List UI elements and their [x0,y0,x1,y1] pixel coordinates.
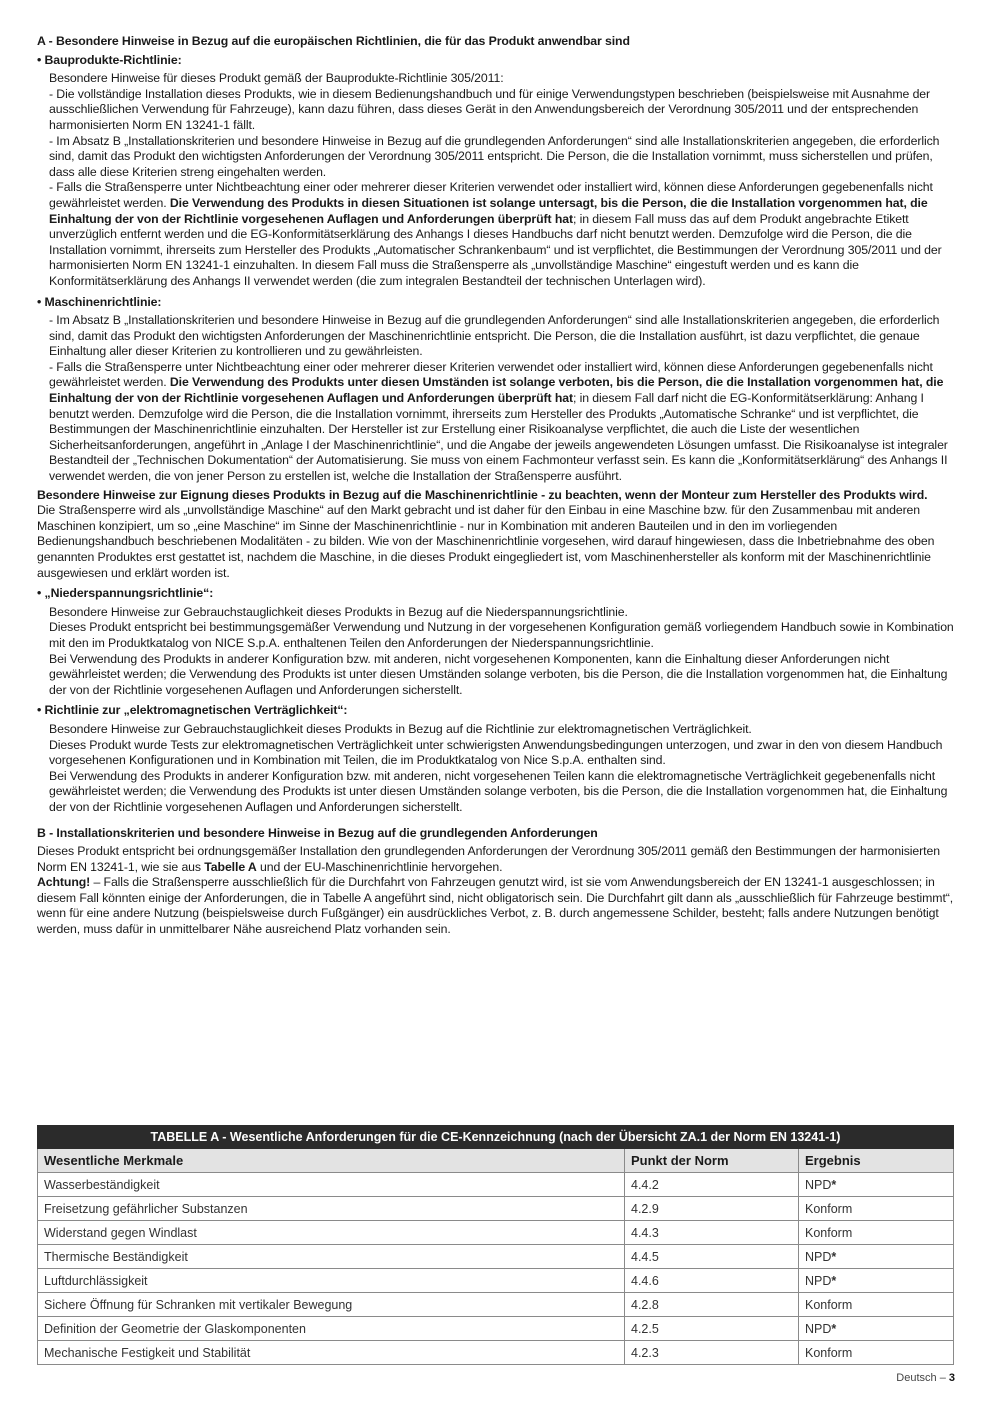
ergebnis-value: Konform [805,1201,853,1216]
maschinen-p2-bold: Die Verwendung des Produkts unter diesen Umständen ist solange verboten, bis die Person, die die Installation vorgenommen hat, die Einhaltung der von der Richtlinie vorgesehenen Auflagen und Anforderungen überprüft hat [49,375,944,406]
section-b-p1-rest: und der EU-Maschinenrichtlinie hervorgehen. [256,859,503,874]
maschinen-p1: - Im Absatz B „Installationskriterien und besondere Hinweise in Bezug auf die grundlegenden Anforderungen“ sind alle Installationskriterien angegeben, die erforderlich sind, damit das Produkt den wichtigsten Anforderungen der Maschinenrichtlinie entspricht. Die Person, die die Installation ausführt, ist dazu verpflichtet, die genaue Einhaltung aller dieser Kriterien zu kontrollieren und zu gewährleisten. [49,313,940,359]
cell-punkt: 4.2.5 [625,1317,799,1341]
bauprodukte-p3-bold: Die Verwendung des Produkts in diesen Situationen ist solange untersagt, bis die Person, die die Installation vorgenommen hat, die Einhaltung der von der Richtlinie vorgesehenen Auflagen und Anforderungen überprüft hat [49,195,928,226]
maschinen-p2-rest: ; in diesem Fall darf nicht die EG-Konformitätserklärung: Anhang I benutzt werden. Demzufolge wird die Person, die die Installation vornimmt, ihrerseits zum Hersteller des Produkts „Automatische Schranke“ und ist verpflichtet, die Bestimmungen der Maschinenrichtlinie einzuhalten. Der Hersteller ist zur Erstellung einer Risikoanalyse verpflichtet, die auch die Liste der wesentlichen Sicherheitsanforderungen, angeführt in „Anlage I der Maschinenrichtlinie“, und die Angabe der jeweils angewendeten Lösungen umfasst. Die Risikoanalyse ist integraler Bestandteil der „Technischen Dokumentation“ der Automatisierung. Sie muss von einem Fachmonteur verfasst sein. Es kann die „Konformitätserklärung“ des Anhangs II verwendet werden, die von jener Person zu erstellen ist, welche die Installation der Straßensperre ausführt. [49,391,948,484]
emv-p2: Dieses Produkt wurde Tests zur elektromagnetischen Verträglichkeit unter schwierigsten Anwendungsbedingungen unterzogen, und zwar in den von diesem Handbuch vorgesehenen Konfigurationen und in Kombination mit Teilen, die im Produktkatalog von Nice S.p.A. enthalten sind. [49,737,943,768]
ergebnis-value: NPD [805,1249,832,1264]
bauprodukte-p3 [49,180,954,289]
niederspannung-p3: Bei Verwendung des Produkts in anderer Konfiguration bzw. mit anderen, nicht vorgesehenen Komponenten, kann die Einhaltung dieser Anforderungen nicht gewährleistet werden; die Verwendung des Produkts ist unter diesen Umständen solange verboten, bis die Person, die die Installation vorgenommen hat, die Einhaltung der von der Richtlinie vorgesehenen Auflagen und Anforderungen sicherstellt. [49,651,948,697]
tabelle-a-reference: Tabelle A [204,859,257,874]
cell-merkmal: Thermische Beständigkeit [38,1245,625,1269]
cell-punkt: 4.4.5 [625,1245,799,1269]
ergebnis-value: NPD [805,1273,832,1288]
section-b-p1-text: Dieses Produkt entspricht bei ordnungsgemäßer Installation den grundlegenden Anforderungen der Verordnung 305/2011 gemäß den Bestimmungen der harmonisierten Norm EN 13241-1, wie sie aus [37,844,940,874]
emv-p3: Bei Verwendung des Produkts in anderer Konfiguration bzw. mit anderen, nicht vorgesehenen Teilen kann die elektromagnetische Verträglichkeit gegebenenfalls nicht gewährleistet werden; die Verwendung des Produkts ist unter diesen Umständen solange verboten, bis die Person, die die Installation vorgenommen hat, die Einhaltung der von der Richtlinie vorgesehenen Auflagen und Anforderungen sicherstellt. [49,768,948,814]
cell-merkmal: Definition der Geometrie der Glaskomponenten [38,1317,625,1341]
emv-p1: Besondere Hinweise zur Gebrauchstauglichkeit dieses Produkts in Bezug auf die Richtlinie zur elektromagnetischen Verträglichkeit. [49,721,752,736]
tabelle-a [37,1125,954,1365]
cell-ergebnis [799,1341,954,1365]
table-row [38,1269,954,1293]
column-header-merkmale: Wesentliche Merkmale [38,1149,625,1173]
maschinen-p2-text: - Falls die Straßensperre unter Nichtbeachtung einer oder mehrerer dieser Kriterien verwendet oder installiert wird, können diese Anforderungen gegebenenfalls nicht gewährleistet werden. [49,359,933,390]
eignung-heading: Besondere Hinweise zur Eignung dieses Produkts in Bezug auf die Maschinenrichtlinie - zu beachten, wenn der Monteur zum Hersteller des Produkts wird. [37,487,928,502]
bauprodukte-p1: - Die vollständige Installation dieses Produkts, wie in diesem Bedienungshandbuch und für einige Verwendungstypen beschrieben (beispielsweise mit Ausnahme der ausschließlichen Verwendung für Fahrzeuge), kann dazu führen, dass dieses Gerät in den Anwendungsbereich der Verordnung 305/2011 und der entsprechenden harmonisierten Norm EN 13241-1 fällt. [49,86,931,132]
cell-punkt: 4.2.9 [625,1197,799,1221]
ergebnis-value: Konform [805,1345,853,1360]
bauprodukte-heading: • Bauprodukte-Richtlinie: [37,52,182,67]
column-header-punkt: Punkt der Norm [625,1149,799,1173]
section-b-p2-text: – Falls die Straßensperre ausschließlich für die Durchfahrt von Fahrzeugen genutzt wird, ist sie vom Anwendungsbereich der EN 13241-1 ausgeschlossen; in diesem Fall könnten einige der Anforderungen, die in Tabelle A angeführt sind, nicht obligatorisch sein. Die Durchfahrt gilt dann als „ausschließlich für Fahrzeuge bestimmt“, wenn für eine andere Nutzung (beispielsweise durch Fußgänger) ein ausdrückliches Verbot, z. B. durch angemessene Schilder, besteht; falls andere Nutzungen benötigt werden, muss dafür in unmittelbarer Nähe ausreichend Platz vorhanden sein. [37,875,954,937]
page-number: 3 [948,1372,955,1384]
table-row [38,1317,954,1341]
niederspannung-block [49,605,954,699]
footnote-marker: * [831,1273,837,1288]
niederspannung-heading: • „Niederspannungsrichtlinie“: [37,586,214,601]
document-body [37,34,954,938]
page-footer [896,1372,955,1384]
cell-merkmal: Mechanische Festigkeit und Stabilität [38,1341,625,1365]
ergebnis-value: NPD [805,1177,832,1192]
bauprodukte-block [49,71,954,289]
bauprodukte-p3-text: - Falls die Straßensperre unter Nichtbeachtung einer oder mehrerer dieser Kriterien verwendet oder installiert wird, können diese Anforderungen gegebenenfalls nicht gewährleistet werden. [49,180,933,210]
ergebnis-value: NPD [805,1321,832,1336]
table-row [38,1221,954,1245]
cell-ergebnis [799,1293,954,1317]
table-row [38,1341,954,1365]
section-b-p1 [37,844,954,875]
cell-punkt: 4.4.6 [625,1269,799,1293]
cell-merkmal: Sichere Öffnung für Schranken mit vertikaler Bewegung [38,1293,625,1317]
achtung-label: Achtung! [37,875,91,890]
table-row [38,1293,954,1317]
table-title: TABELLE A - Wesentliche Anforderungen für die CE-Kennzeichnung (nach der Übersicht ZA.1 der Norm EN 13241-1) [38,1126,954,1149]
column-header-ergebnis: Ergebnis [799,1149,954,1173]
section-b-title: B - Installationskriterien und besondere Hinweise in Bezug auf die grundlegenden Anforderungen [37,825,598,840]
niederspannung-p1: Besondere Hinweise zur Gebrauchstauglichkeit dieses Produkts in Bezug auf die Niederspannungsrichtlinie. [49,604,628,619]
cell-punkt: 4.2.3 [625,1341,799,1365]
cell-merkmal: Freisetzung gefährlicher Substanzen [38,1197,625,1221]
bauprodukte-p3-rest: ; in diesem Fall muss das auf dem Produkt angebrachte Etikett unverzüglich entfernt werden und die EG-Konformitätserklärung des Anhangs I dieses Handbuchs darf nicht benutzt werden. Demzufolge wird die Person, die die Installation vornimmt, ihrerseits zum Hersteller des Produkts „Automatischer Schrankenbaum“ und ist verpflichtet, die Bestimmungen der Verordnung 305/2011 und der harmonisierten Norm EN 13241-1 einzuhalten. In diesem Fall muss die Straßensperre als „unvollständige Maschine“ eingestuft werden und es kann die Konformitätserklärung des Anhangs II verwendet werden (die zum integralen Bestandteil der technischen Unterlagen wird). [49,211,942,288]
footer-language: Deutsch – [896,1372,949,1384]
cell-ergebnis [799,1221,954,1245]
table-row [38,1245,954,1269]
footnote-marker: * [831,1321,837,1336]
cell-ergebnis [799,1317,954,1341]
cell-ergebnis [799,1269,954,1293]
section-b-p2 [37,875,954,937]
emv-heading: • Richtlinie zur „elektromagnetischen Verträglichkeit“: [37,703,348,718]
maschinen-block [49,313,954,485]
bauprodukte-intro: Besondere Hinweise für dieses Produkt gemäß der Bauprodukte-Richtlinie 305/2011: [49,71,504,86]
maschinen-heading: • Maschinenrichtlinie: [37,294,162,309]
emv-block [49,722,954,816]
footnote-marker: * [831,1177,837,1192]
section-a-title: A - Besondere Hinweise in Bezug auf die europäischen Richtlinien, die für das Produkt anwendbar sind [37,34,630,48]
table-row [38,1173,954,1197]
cell-punkt: 4.4.3 [625,1221,799,1245]
bauprodukte-p2: - Im Absatz B „Installationskriterien und besondere Hinweise in Bezug auf die grundlegenden Anforderungen“ sind alle Installationskriterien angegeben, die erforderlich sind, damit das Produkt den wichtigsten Anforderungen der Verordnung 305/2011 entspricht. Die Person, die die Installation vornimmt, muss sicherstellen und prüfen, dass alle diese Kriterien streng eingehalten werden. [49,133,940,179]
niederspannung-p2: Dieses Produkt entspricht bei bestimmungsgemäßer Verwendung und Nutzung in der vorgesehenen Konfiguration gemäß vorliegendem Handbuch sowie in Kombination mit den im Produktkatalog von NICE S.p.A. enthaltenen Teilen den Anforderungen der Niederspannungsrichtlinie. [49,620,954,650]
table-row [38,1197,954,1221]
cell-ergebnis [799,1245,954,1269]
maschinen-p2 [49,360,954,485]
cell-ergebnis [799,1173,954,1197]
cell-merkmal: Widerstand gegen Windlast [38,1221,625,1245]
cell-punkt: 4.4.2 [625,1173,799,1197]
cell-ergebnis [799,1197,954,1221]
footnote-marker: * [831,1249,837,1264]
cell-merkmal: Luftdurchlässigkeit [38,1269,625,1293]
eignung-p1: Die Straßensperre wird als „unvollständige Maschine“ auf den Markt gebracht und ist daher für den Einbau in eine Maschine bzw. für den Zusammenbau mit anderen Maschinen konzipiert, um so „eine Maschine“ im Sinne der Maschinenrichtlinie - nur in Kombination mit anderen Bauteilen und in den im vorliegenden Bedienungshandbuch beschriebenen Modalitäten - zu bilden. Wie von der Maschinenrichtlinie vorgesehen, wird darauf hingewiesen, dass die Inbetriebnahme des oben genannten Produktes erst gestattet ist, nachdem die Maschine, in die dieses Produkt eingegliedert ist, vom Maschinenhersteller als konform mit der Maschinenrichtlinie ausgewiesen und erklärt worden ist. [37,503,935,580]
ergebnis-value: Konform [805,1225,853,1240]
cell-punkt: 4.2.8 [625,1293,799,1317]
ergebnis-value: Konform [805,1297,853,1312]
cell-merkmal: Wasserbeständigkeit [38,1173,625,1197]
